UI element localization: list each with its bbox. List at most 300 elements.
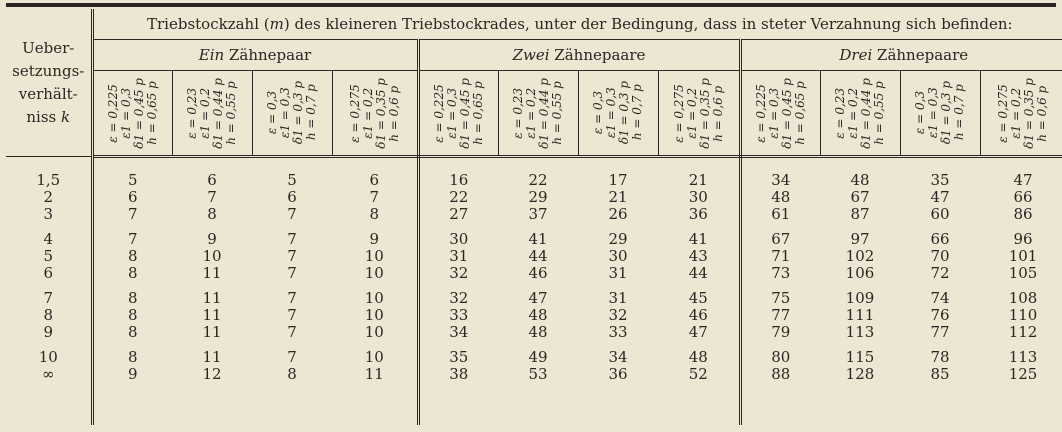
k-header-line2: setzungs- — [12, 61, 85, 80]
title-pre: Triebstockzahl ( — [147, 15, 270, 33]
param-line: ε = 0,225 — [753, 83, 768, 143]
spacer-cell — [418, 157, 498, 173]
table-cell: 10 — [332, 248, 418, 265]
param-line: h = 0,7 p — [304, 85, 318, 141]
param-line: ε = 0,275 — [996, 83, 1011, 143]
spacer-cell — [740, 282, 820, 290]
table-cell: 34 — [449, 324, 469, 341]
table-cell: 46 — [528, 265, 548, 282]
group-1-rest: Zähnepaar — [224, 46, 312, 64]
spacer-cell — [6, 341, 92, 349]
table-cell: 7 — [287, 265, 297, 282]
spacer-cell — [820, 341, 900, 349]
k-value: 10 — [6, 349, 92, 366]
table-cell: 11 — [202, 307, 222, 324]
table-cell: 80 — [771, 349, 791, 366]
table-cell: 66 — [1013, 189, 1033, 206]
param-line: δ1 = 0,3 p — [939, 81, 953, 145]
table-cell: 77 — [771, 307, 791, 324]
table-cell: 29 — [608, 231, 628, 248]
table-cell: 48 — [528, 324, 548, 341]
spacer-cell — [92, 157, 172, 173]
param-header-g3-p4 — [980, 71, 1062, 157]
group-2-em: Zwei — [512, 46, 550, 64]
table-cell: 48 — [658, 349, 740, 366]
table-cell: 44 — [528, 248, 548, 265]
table-cell: 73 — [771, 265, 791, 282]
param-line: h = 0,65 p — [144, 81, 159, 145]
spacer-cell — [92, 341, 172, 349]
spacer-cell — [820, 282, 900, 290]
param-header-g2-p3 — [578, 71, 658, 157]
table-cell: 43 — [658, 248, 740, 265]
table-cell: 10 — [332, 290, 418, 307]
k-symbol: k — [61, 107, 71, 126]
table-cell: 7 — [287, 324, 297, 341]
table-cell: 101 — [1008, 248, 1038, 265]
spacer-cell — [820, 157, 900, 173]
spacer-cell — [980, 282, 1062, 290]
gear-table — [6, 9, 1062, 425]
param-line: ε1 = 0,3 — [444, 87, 459, 139]
spacer-cell — [658, 282, 740, 290]
table-cell: 75 — [771, 290, 791, 307]
table-cell: 10 — [332, 324, 418, 341]
table-cell: 6 — [287, 189, 297, 206]
table-cell: 112 — [1008, 324, 1038, 341]
spacer-cell — [578, 282, 658, 290]
spacer-cell — [820, 383, 900, 425]
param-line: h = 0,65 p — [792, 81, 807, 145]
spacer-cell — [578, 223, 658, 231]
param-line: δ1 = 0,35 p — [373, 77, 388, 149]
param-line: δ1 = 0,44 p — [537, 77, 551, 149]
table-cell: 12 — [202, 366, 222, 383]
table-cell: 110 — [1008, 307, 1038, 324]
param-line: h = 0,55 p — [872, 81, 886, 145]
k-value: 3 — [6, 206, 92, 223]
table-cell: 113 — [845, 324, 875, 341]
param-line: ε1 = 0,3 — [118, 87, 133, 139]
table-cell: 47 — [930, 189, 950, 206]
param-line: ε = 0,3 — [913, 91, 927, 135]
spacer-cell — [498, 282, 578, 290]
k-value: ∞ — [6, 366, 92, 383]
table-row — [6, 231, 1062, 248]
param-header-g2-p1 — [418, 71, 498, 157]
table-cell: 71 — [771, 248, 791, 265]
spacer-cell — [172, 341, 252, 349]
spacer-cell — [172, 282, 252, 290]
table-cell: 31 — [449, 248, 469, 265]
param-line: h = 0,6 p — [386, 85, 401, 141]
spacer-cell — [92, 383, 172, 425]
spacer-cell — [252, 383, 332, 425]
table-cell: 88 — [771, 366, 791, 383]
param-header-g2-p4 — [658, 71, 740, 157]
table-cell: 10 — [332, 307, 418, 324]
table-cell: 37 — [528, 206, 548, 223]
table-cell: 22 — [449, 189, 469, 206]
spacer-cell — [332, 341, 418, 349]
group-header-1 — [92, 40, 418, 71]
table-cell: 10 — [202, 248, 222, 265]
table-cell: 34 — [771, 172, 791, 189]
param-line: ε1 = 0,3 — [766, 87, 781, 139]
param-line: δ1 = 0,44 p — [859, 77, 873, 149]
param-line: ε = 0,23 — [833, 87, 847, 139]
table-cell: 7 — [127, 231, 138, 248]
table-cell: 11 — [202, 290, 222, 307]
spacer-cell — [172, 383, 252, 425]
param-line: h = 0,65 p — [470, 81, 485, 145]
table-cell: 30 — [608, 248, 628, 265]
table-cell: 7 — [287, 290, 297, 307]
spacer-cell — [900, 223, 980, 231]
table-cell: 9 — [332, 231, 418, 248]
spacer-cell — [6, 282, 92, 290]
table-cell: 8 — [287, 366, 297, 383]
k-value: 2 — [6, 189, 92, 206]
param-line: δ1 = 0,45 p — [131, 77, 146, 149]
table-cell: 102 — [845, 248, 875, 265]
table-cell: 79 — [771, 324, 791, 341]
param-line: ε1 = 0,2 — [198, 87, 212, 139]
table-row — [6, 307, 1062, 324]
spacer-cell — [418, 383, 498, 425]
param-line: ε = 0,275 — [671, 83, 686, 143]
table-cell: 96 — [1013, 231, 1033, 248]
spacer-cell — [418, 282, 498, 290]
table-row — [6, 206, 1062, 223]
table-cell: 41 — [528, 231, 548, 248]
spacer-cell — [900, 157, 980, 173]
param-line: ε1 = 0,3 — [926, 87, 940, 139]
spacer-cell — [658, 157, 740, 173]
table-cell: 76 — [930, 307, 950, 324]
table-cell: 7 — [287, 349, 297, 366]
table-cell: 8 — [127, 307, 138, 324]
table-cell: 48 — [850, 172, 870, 189]
k-value: 5 — [6, 248, 92, 265]
table-cell: 8 — [207, 206, 217, 223]
k-header-line3: verhält- — [18, 84, 78, 103]
spacer-cell — [820, 223, 900, 231]
table-cell: 16 — [449, 172, 469, 189]
table-cell: 32 — [449, 290, 469, 307]
table-cell: 111 — [845, 307, 875, 324]
table-cell: 87 — [850, 206, 870, 223]
spacer-cell — [332, 383, 418, 425]
table-cell: 109 — [845, 290, 875, 307]
spacer-cell — [418, 223, 498, 231]
table-row — [6, 248, 1062, 265]
table-cell: 5 — [287, 172, 297, 189]
spacer-cell — [980, 223, 1062, 231]
param-line: h = 0,7 p — [952, 85, 966, 141]
spacer-cell — [980, 341, 1062, 349]
table-cell: 9 — [207, 231, 217, 248]
table-cell: 33 — [449, 307, 469, 324]
param-line: ε1 = 0,3 — [278, 87, 292, 139]
k-header-line1: Ueber- — [22, 38, 75, 57]
param-line: ε1 = 0,2 — [846, 87, 860, 139]
spacer-cell — [658, 383, 740, 425]
spacer-cell — [332, 282, 418, 290]
table-cell: 113 — [1008, 349, 1038, 366]
table-cell: 29 — [528, 189, 548, 206]
table-cell: 52 — [658, 366, 740, 383]
spacer-cell — [498, 341, 578, 349]
top-rule — [6, 3, 1056, 7]
table-cell: 60 — [930, 206, 950, 223]
table-cell: 31 — [608, 290, 628, 307]
param-line: ε1 = 0,2 — [524, 87, 538, 139]
spacer-cell — [332, 157, 418, 173]
table-cell: 11 — [202, 265, 222, 282]
table-cell: 53 — [528, 366, 548, 383]
param-line: h = 0,6 p — [1035, 85, 1050, 141]
table-row — [6, 324, 1062, 341]
group-header-3 — [740, 40, 1062, 71]
param-line: ε = 0,3 — [591, 91, 605, 135]
table-cell: 35 — [449, 349, 469, 366]
spacer-cell — [6, 223, 92, 231]
param-line: ε1 = 0,2 — [1009, 87, 1024, 139]
table-cell: 61 — [771, 206, 791, 223]
param-header-g1-p1 — [92, 71, 172, 157]
param-line: ε1 = 0,2 — [360, 87, 375, 139]
table-cell: 47 — [1013, 172, 1033, 189]
table-row — [6, 349, 1062, 366]
param-line: ε = 0,3 — [265, 91, 279, 135]
table-cell: 78 — [930, 349, 950, 366]
table-cell: 97 — [850, 231, 870, 248]
spacer-cell — [252, 223, 332, 231]
spacer-cell — [92, 223, 172, 231]
group-header-2 — [418, 40, 740, 71]
table-cell: 6 — [207, 172, 217, 189]
param-line: h = 0,55 p — [224, 81, 238, 145]
table-cell: 36 — [658, 206, 740, 223]
param-line: ε = 0,275 — [347, 83, 362, 143]
table-cell: 8 — [127, 248, 138, 265]
table-cell: 10 — [332, 349, 418, 366]
param-header-g1-p3 — [252, 71, 332, 157]
table-cell: 34 — [608, 349, 628, 366]
table-cell: 36 — [608, 366, 628, 383]
param-header-g3-p1 — [740, 71, 820, 157]
table-cell: 86 — [1013, 206, 1033, 223]
table-cell: 27 — [449, 206, 469, 223]
table-cell: 48 — [528, 307, 548, 324]
param-line: δ1 = 0,44 p — [211, 77, 225, 149]
table-cell: 7 — [287, 307, 297, 324]
table-cell: 47 — [658, 324, 740, 341]
param-line: h = 0,55 p — [550, 81, 564, 145]
table-row — [6, 172, 1062, 189]
param-line: ε = 0,225 — [431, 83, 446, 143]
param-line: δ1 = 0,3 p — [617, 81, 631, 145]
table-cell: 11 — [202, 324, 222, 341]
table-cell: 7 — [127, 206, 138, 223]
spacer-cell — [498, 383, 578, 425]
spacer-cell — [740, 383, 820, 425]
table-cell: 41 — [658, 231, 740, 248]
title-post: ) des kleineren Triebstockrades, unter der Bedingung, dass in steter Verzahnung sich befinden: — [283, 15, 1013, 33]
k-value: 9 — [6, 324, 92, 341]
table-cell: 108 — [1008, 290, 1038, 307]
param-line: h = 0,7 p — [630, 85, 644, 141]
spacer-cell — [578, 341, 658, 349]
table-cell: 48 — [771, 189, 791, 206]
spacer-cell — [332, 223, 418, 231]
table-cell: 74 — [930, 290, 950, 307]
spacer-cell — [252, 341, 332, 349]
table-cell: 66 — [930, 231, 950, 248]
spacer-cell — [498, 223, 578, 231]
table-cell: 6 — [332, 172, 418, 189]
table-cell: 33 — [608, 324, 628, 341]
table-cell: 30 — [658, 189, 740, 206]
table-cell: 5 — [127, 172, 138, 189]
table-row — [6, 366, 1062, 383]
table-cell: 70 — [930, 248, 950, 265]
table-cell: 8 — [127, 265, 138, 282]
table-row — [6, 265, 1062, 282]
table-cell: 44 — [658, 265, 740, 282]
table-cell: 8 — [127, 349, 138, 366]
table-cell: 67 — [850, 189, 870, 206]
k-value: 7 — [6, 290, 92, 307]
table-cell: 45 — [658, 290, 740, 307]
spacer-cell — [92, 282, 172, 290]
spacer-cell — [980, 157, 1062, 173]
param-header-g3-p2 — [820, 71, 900, 157]
spacer-cell — [980, 383, 1062, 425]
group-3-rest: Zähnepaare — [872, 46, 969, 64]
k-header-line4: niss — [26, 107, 57, 126]
spacer-cell — [252, 157, 332, 173]
spacer-cell — [578, 383, 658, 425]
table-cell: 21 — [608, 189, 628, 206]
table-cell: 26 — [608, 206, 628, 223]
param-line: δ1 = 0,3 p — [291, 81, 305, 145]
group-3-em: Drei — [839, 46, 873, 64]
title-m: m — [269, 15, 284, 33]
spacer-cell — [740, 223, 820, 231]
table-cell: 72 — [930, 265, 950, 282]
spacer-cell — [6, 157, 92, 173]
spacer-cell — [900, 383, 980, 425]
k-value: 8 — [6, 307, 92, 324]
spacer-cell — [418, 341, 498, 349]
param-line: δ1 = 0,45 p — [779, 77, 794, 149]
table-cell: 49 — [528, 349, 548, 366]
table-cell: 85 — [930, 366, 950, 383]
param-line: h = 0,6 p — [710, 85, 725, 141]
table-cell: 32 — [449, 265, 469, 282]
table-cell: 128 — [845, 366, 875, 383]
table-cell: 67 — [771, 231, 791, 248]
table-cell: 7 — [287, 206, 297, 223]
param-header-g1-p4 — [332, 71, 418, 157]
table-cell: 35 — [930, 172, 950, 189]
group-2-rest: Zähnepaare — [549, 46, 646, 64]
table-cell: 106 — [845, 265, 875, 282]
table-cell: 8 — [332, 206, 418, 223]
param-header-g3-p3 — [900, 71, 980, 157]
table-cell: 10 — [332, 265, 418, 282]
table-cell: 32 — [608, 307, 628, 324]
param-line: ε = 0,23 — [185, 87, 199, 139]
spacer-cell — [172, 157, 252, 173]
param-line: ε = 0,23 — [511, 87, 525, 139]
spacer-cell — [900, 282, 980, 290]
spacer-cell — [900, 341, 980, 349]
table-cell: 47 — [528, 290, 548, 307]
param-line: ε1 = 0,2 — [684, 87, 699, 139]
table-cell: 7 — [287, 231, 297, 248]
spacer-cell — [172, 223, 252, 231]
table-cell: 21 — [658, 172, 740, 189]
k-value: 1,5 — [6, 172, 92, 189]
spacer-cell — [740, 341, 820, 349]
table-title — [92, 9, 1062, 40]
table-cell: 7 — [332, 189, 418, 206]
k-value: 4 — [6, 231, 92, 248]
table-cell: 11 — [332, 366, 418, 383]
table-cell: 6 — [127, 189, 138, 206]
table-cell: 17 — [608, 172, 628, 189]
param-header-g1-p2 — [172, 71, 252, 157]
spacer-cell — [658, 223, 740, 231]
table-cell: 11 — [202, 349, 222, 366]
table-cell: 7 — [207, 189, 217, 206]
table-cell: 125 — [1008, 366, 1038, 383]
spacer-cell — [498, 157, 578, 173]
table-cell: 38 — [449, 366, 469, 383]
table-cell: 77 — [930, 324, 950, 341]
table-cell: 7 — [287, 248, 297, 265]
table-row — [6, 290, 1062, 307]
param-line: δ1 = 0,35 p — [697, 77, 712, 149]
table-row — [6, 189, 1062, 206]
param-line: δ1 = 0,45 p — [457, 77, 472, 149]
table-cell: 30 — [449, 231, 469, 248]
table-cell: 46 — [658, 307, 740, 324]
table-cell: 31 — [608, 265, 628, 282]
spacer-cell — [658, 341, 740, 349]
table-cell: 9 — [127, 366, 138, 383]
table-cell: 22 — [528, 172, 548, 189]
table-cell: 105 — [1008, 265, 1038, 282]
k-column-header — [6, 9, 92, 157]
spacer-cell — [578, 157, 658, 173]
group-1-em: Ein — [198, 46, 225, 64]
table-cell: 115 — [845, 349, 875, 366]
param-line: δ1 = 0,35 p — [1022, 77, 1037, 149]
k-value: 6 — [6, 265, 92, 282]
spacer-cell — [6, 383, 92, 425]
param-header-g2-p2 — [498, 71, 578, 157]
param-line: ε = 0,225 — [105, 83, 120, 143]
spacer-cell — [252, 282, 332, 290]
spacer-cell — [740, 157, 820, 173]
table-cell: 8 — [127, 324, 138, 341]
param-line: ε1 = 0,3 — [604, 87, 618, 139]
table-cell: 8 — [127, 290, 138, 307]
